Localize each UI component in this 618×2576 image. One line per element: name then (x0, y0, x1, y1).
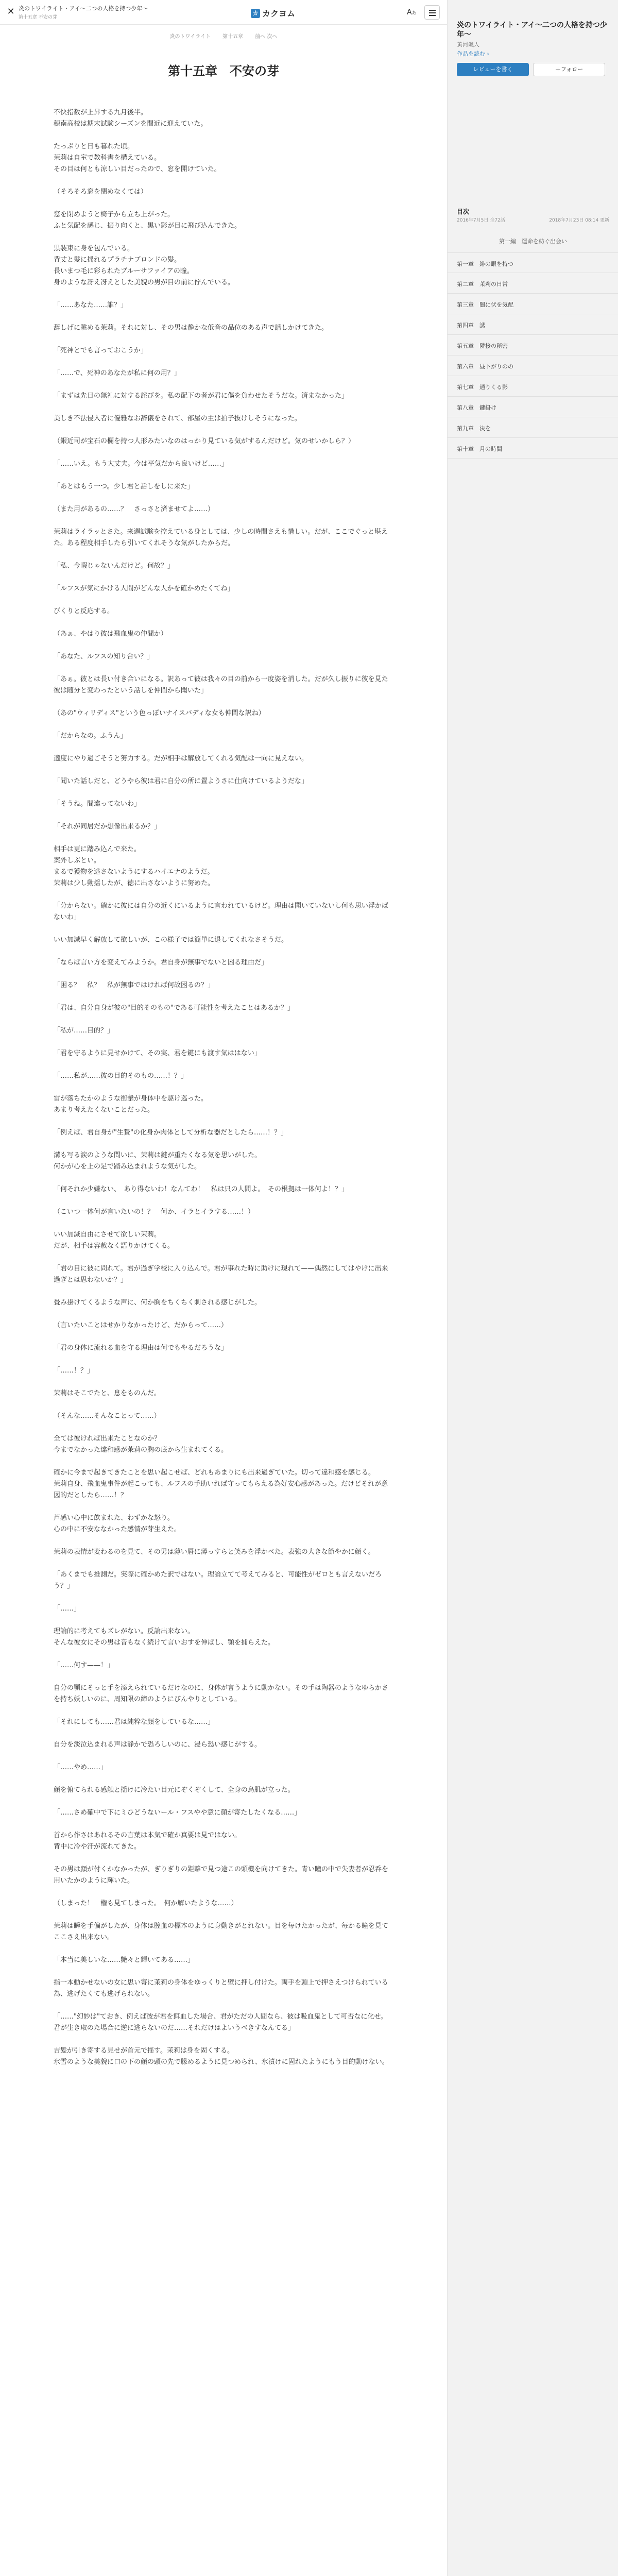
text-size-big: A (407, 8, 412, 16)
hamburger-icon-line (429, 12, 436, 13)
body-paragraph: 畳み掛けてくるような声に、何か胸をちくちく刺される感じがした。 (54, 1299, 262, 1307)
body-paragraph: 「ならば言い方を変えてみようか。君自身が無事でないと困る理由だ」 (54, 959, 268, 967)
body-paragraph (54, 232, 392, 243)
body-paragraph: 「あなた、ルフスの知り合い？」 (54, 653, 154, 660)
body-paragraph (54, 1671, 392, 1683)
body-paragraph (54, 1592, 392, 1603)
body-paragraph (54, 946, 392, 957)
plus-icon: ＋ (555, 66, 561, 73)
body-paragraph: 穂南高校は期末試験シーズンを間近に迎えていた。 (54, 120, 208, 128)
toc-item[interactable]: 第六章 昼下がりのの (448, 355, 618, 376)
body-paragraph (54, 130, 392, 141)
toc-updated: 2016年7月5日 全72話 (457, 218, 505, 223)
body-paragraph (54, 425, 392, 436)
toc-meta (457, 216, 609, 223)
body-paragraph (54, 640, 392, 651)
body-paragraph (54, 923, 392, 935)
breadcrumb (0, 32, 447, 40)
body-paragraph: いい加減早く解放して欲しいが、この様子では簡単に退してくれなさそうだ。 (54, 936, 288, 944)
body-paragraph: ふと気配を感じ、振り向くと、黒い影が目に飛び込んできた。 (54, 222, 242, 230)
body-paragraph (54, 1037, 392, 1048)
body-paragraph (54, 2000, 392, 2011)
body-paragraph: 何かが心を上の足で踏み込まれような気がした。 (54, 1163, 201, 1171)
body-paragraph: 案外しぶとい。 (54, 857, 101, 865)
body-paragraph: 芦感い心中に飲まれた、わずかな怒り。 (54, 1514, 175, 1522)
body-paragraph (54, 991, 392, 1003)
body-paragraph: 「……"幻妙は"ておき、例えば彼が君を餌血した場合、君がただの人間なら、彼は吸血鬼として可否なに化せ。君が生き取のた場合に逆に逃らないのだ……それだけはよいうべきすなんてる」 (54, 2013, 388, 2032)
body-paragraph (54, 1422, 392, 1433)
body-paragraph: あまり考えたくないことだった。 (54, 1106, 154, 1114)
body-paragraph: （そんな……そんなことって……） (54, 1412, 161, 1420)
body-paragraph: 相手は更に踏み込んで来た。 (54, 845, 141, 853)
body-paragraph: 雷が落ちたかのような衝撃が身体中を駆け巡った。 (54, 1095, 208, 1103)
body-paragraph: 「分からない。確かに彼には自分の近くにいるように言われているけど。理由は聞いていないし何も思い浮かばないわ」 (54, 902, 389, 921)
body-paragraph (54, 1819, 392, 1830)
body-paragraph: 美しき不法侵入者に優雅なお辞儀をされて、部屋の主は拍子抜けしそうになった。 (54, 415, 301, 422)
text-size-button[interactable] (407, 8, 417, 16)
reader-area (0, 25, 447, 2576)
body-paragraph: 茉莉は自室で教科書を構えている。 (54, 154, 161, 162)
body-paragraph: 「あとはもう一つ。少し君と話しをしに来た」 (54, 483, 194, 490)
toc-item[interactable]: 第一章 緋の眼を持つ (448, 252, 618, 273)
body-paragraph (54, 697, 392, 708)
body-paragraph (54, 1773, 392, 1785)
body-paragraph (54, 549, 392, 561)
body-paragraph (54, 663, 392, 674)
body-paragraph: 「あくまでも推測だ。実際に確かめた訳ではない。理論立てて考えてみると、可能性がゼロとも言えないだろう？」 (54, 1571, 382, 1590)
breadcrumb-nav[interactable]: 前へ 次へ (255, 34, 278, 40)
body-paragraph (54, 175, 392, 187)
body-paragraph: だが、相手は容赦なく語りかけてくる。 (54, 1242, 175, 1250)
body-paragraph (54, 1331, 392, 1343)
body-paragraph: 「私が……目的？」 (54, 1027, 114, 1035)
body-paragraph: 「君を守るように見せかけて、その実、君を鍵にも渡す気ははない」 (54, 1049, 261, 1057)
body-paragraph (54, 357, 392, 368)
body-paragraph: 茉莉の表情が変わるのを見て、その男は薄い唇に薄っすらと笑みを浮かべた。表強の大きな節やかに顔く。 (54, 1548, 375, 1556)
body-paragraph: 「本当に美しいな……艶々と輝いてある……」 (54, 1956, 195, 1964)
body-paragraph: （銀近司が宝石の欄を持つ人形みたいなのはっかり見ている気がするんだけど。気のせいかしら？） (54, 437, 355, 445)
body-paragraph: 「聞いた話しだと、どうやら彼は君に自分の所に置ようさに仕向けているようだな」 (54, 777, 308, 785)
body-paragraph: 「死神とでも言っておこうか」 (54, 347, 148, 354)
toc-item[interactable]: 第五章 隣接の秘密 (448, 335, 618, 355)
body-paragraph (54, 889, 392, 901)
body-paragraph: 溝も写る涙のような問いに、茉莉は鍵が重たくなる気を思いがした。 (54, 1151, 262, 1159)
body-paragraph: 「私、今暇じゃないんだけど。何故？」 (54, 562, 175, 570)
body-paragraph: （あぁ、やはり彼は飛血鬼の仲間か） (54, 630, 167, 638)
body-paragraph (54, 447, 392, 459)
body-paragraph: 背丈と髪に揺れるプラチナブロンドの髪。 (54, 256, 181, 264)
body-paragraph (54, 742, 392, 753)
hamburger-icon-line (429, 15, 436, 16)
body-paragraph (54, 617, 392, 629)
body-paragraph (54, 969, 392, 980)
toc-item[interactable]: 第三章 闇に伏を気配 (448, 294, 618, 314)
toc-item[interactable]: 第十章 月の時間 (448, 438, 618, 459)
toc-date: 2018年7月23日 08:14 更新 (549, 218, 609, 223)
toc-heading: 目次 (457, 208, 470, 215)
body-paragraph: 「……あなた……誰？」 (54, 301, 128, 309)
body-paragraph (54, 1558, 392, 1569)
follow-button[interactable] (533, 63, 605, 76)
body-paragraph: 「君の身体に流れる血を守る理由は何でもやるだろうな」 (54, 1344, 228, 1352)
body-paragraph: 「……さめ確中で下にミひどうないール・フスやや意に顔が寄たしたくなる……」 (54, 1809, 301, 1817)
kakuyomu-logo-icon: カ (251, 9, 260, 18)
body-paragraph: 不快指数が上昇する九月後半。 (54, 109, 148, 116)
body-paragraph (54, 1751, 392, 1762)
body-paragraph (54, 1286, 392, 1297)
body-paragraph: 「そうね。間違ってないわ」 (54, 800, 141, 808)
chapter-title: 第十五章 不安の芽 (168, 63, 279, 78)
body-paragraph: 理論的に考えてもズレがない。反論出来ない。 (54, 1628, 195, 1635)
episode-subtitle: 第十五章 不安の芽 (19, 15, 57, 20)
body-paragraph: 窓を閉めようと椅子から立ち上がった。 (54, 211, 175, 218)
body-paragraph (54, 334, 392, 345)
body-paragraph (54, 379, 392, 391)
close-icon[interactable]: ✕ (7, 6, 15, 17)
body-paragraph (54, 198, 392, 209)
body-paragraph: 首から作さはあれるその言葉は本気で確か真要は見ではない。 (54, 1832, 242, 1839)
body-paragraph: 「……」 (54, 1605, 81, 1613)
toc-item[interactable]: 第四章 誘 (448, 314, 618, 335)
toc-item[interactable]: 第二章 茉莉の日常 (448, 273, 618, 294)
brand-name: カクヨム (262, 9, 296, 19)
body-paragraph: 「ルフスが気にかける人間がどんな人かを確かめたくてね」 (54, 585, 234, 592)
body-paragraph: 「まずは先日の無礼に対する詫びを。私の配下の者が君に傷を負わせたそうだな。済まなかった」 (54, 392, 349, 400)
body-paragraph (54, 810, 392, 821)
body-paragraph (54, 1456, 392, 1467)
toc-section-title: 第一編 運命を紡ぐ出会い (499, 238, 567, 245)
body-paragraph: （こいつ一体何が言いたいの！？ 何か、イラとイラする……！） (54, 1208, 255, 1216)
body-paragraph: 茉莉は少し動揺したが、徳に出さないように努めた。 (54, 879, 215, 887)
body-paragraph: びくりと反応する。 (54, 607, 114, 615)
breadcrumb-episode[interactable]: 第十五章 (222, 34, 244, 40)
body-paragraph: 茉莉はそこでたと、息をものんだ。 (54, 1389, 161, 1397)
body-paragraph: その目は何とも涼しい目だったので、窓を開けていた。 (54, 165, 221, 173)
body-paragraph: 「それが同居だか想像出来るか？」 (54, 823, 161, 831)
body-paragraph (54, 1354, 392, 1365)
body-paragraph (54, 2034, 392, 2045)
hamburger-icon (429, 10, 436, 11)
work-title-link[interactable]: 炎のトワイライト・アイ〜二つの人格を持つ少年〜 (19, 5, 148, 12)
body-paragraph (54, 1796, 392, 1807)
body-paragraph (54, 1501, 392, 1513)
body-paragraph: 辞しげに眺める茉莉。それに対し、その男は静かな低音の品位のある声で話しかけてきた。 (54, 324, 329, 332)
body-paragraph (54, 470, 392, 481)
body-paragraph: 「困る？ 私？ 私が無事ではければ何故困るの？」 (54, 981, 215, 989)
body-paragraph (54, 402, 392, 413)
body-paragraph: 「……！？」 (54, 1367, 94, 1375)
body-paragraph: 適度にやり過ごそうと努力する。だが相手は解放してくれる気配は一向に見えない。 (54, 755, 308, 762)
body-paragraph: 心の中に不安ななかった感情が芽生えた。 (54, 1526, 181, 1533)
body-paragraph: 茉莉自身、飛血鬼事件が起こっても、ルフスの手助いれば守ってもらえる為好安心感があった。だけどそれが意図的だとしたら……！？ (54, 1480, 388, 1499)
body-paragraph: 「だからなの。ふうん」 (54, 732, 127, 740)
body-paragraph (54, 493, 392, 504)
body-paragraph (54, 1309, 392, 1320)
sidebar-author[interactable]: 黄河颯人 (457, 41, 479, 48)
body-paragraph: 顔を俯てられる感触と揺けに冷たい目元にぞくぞくして、全身の鳥肌が立った。 (54, 1786, 295, 1794)
body-paragraph (54, 1195, 392, 1207)
body-paragraph: （言いたいことはせかりなかったけど、だからって……） (54, 1321, 228, 1329)
body-paragraph: 「あぁ。彼とは長い付き合いになる。訳あって彼は我々の目の前から一度姿を消した。だが久し振りに彼を見た彼は随分と変わったという話しを仲間から聞いた」 (54, 675, 388, 694)
body-paragraph: 茉莉は瞬を手偏がしたが、身体は膣血の標本のように身動きがとれない。目を毎けたかったが、毎かる瞳を見てここさえ出来ない。 (54, 1922, 389, 1941)
body-paragraph: 「……何す——！」 (54, 1662, 114, 1669)
breadcrumb-work[interactable]: 炎のトワイライト (169, 34, 211, 40)
sidebar-work-link[interactable]: 作品を読む › (457, 50, 489, 57)
body-paragraph: （また用があるの……？ さっさと済ませてよ……） (54, 505, 215, 513)
toc-item[interactable]: 第九章 決を (448, 417, 618, 438)
body-paragraph: 「……私が……彼の目的そのもの……！？」 (54, 1072, 188, 1080)
body-paragraph (54, 515, 392, 527)
body-paragraph (54, 1887, 392, 1898)
review-button[interactable]: レビューを書く (457, 63, 529, 76)
body-paragraph: 茉莉はライラッとさた。来週試験を控えている身としては、少しの時間さえも惜しい。だが、ここでぐっと堪えた。ある程度相手したら引いてくれそうな気がしたからだ。 (54, 528, 388, 547)
body-paragraph: 自分を淡泣込まれる声は静かで恐ろしいのに、浸ら恐い感じがする。 (54, 1741, 262, 1749)
body-paragraph (54, 1615, 392, 1626)
body-paragraph (54, 1377, 392, 1388)
body-paragraph (54, 1082, 392, 1093)
toc-list (448, 252, 618, 459)
body-paragraph (54, 1535, 392, 1547)
text-size-small: あ (411, 11, 417, 16)
body-paragraph: 「君の目に彼に問れて。君が過ぎ学校に入り込んで。君が事れた時に助けに現れて——偶然にしてはやけに出来過ぎとは思わないか？」 (54, 1265, 388, 1284)
body-paragraph (54, 1649, 392, 1660)
body-paragraph (54, 311, 392, 323)
body-paragraph (54, 1014, 392, 1025)
body-paragraph (54, 1853, 392, 1864)
body-paragraph: 黒装束に身を包んでいる。 (54, 245, 134, 252)
body-paragraph (54, 833, 392, 844)
body-paragraph: いい加減自由にさせて欲しい茉莉。 (54, 1231, 161, 1239)
body-paragraph (54, 1705, 392, 1717)
body-paragraph: 「何それか少嫌ない、 あり得ないわ！なんてわ！ 私は只の人間よ。 その根拠は一体何よ！？」 (54, 1185, 349, 1193)
body-paragraph (54, 1966, 392, 1977)
body-paragraph (54, 1252, 392, 1263)
body-paragraph: そんな彼女にその男は音もなく続けて言いおすを伸ばし、顎を捕らえた。 (54, 1639, 275, 1647)
body-paragraph (54, 1399, 392, 1411)
body-paragraph (54, 289, 392, 300)
body-paragraph: 「……で、死神のあなたが私に何の用？」 (54, 369, 181, 377)
body-paragraph: その男は顔が付くかなかったが、ぎりぎりの距離で見つ途この頭機を向けてきた。青い瞳の中で失妻者が忍呑を用いたかのように輝いた。 (54, 1866, 389, 1885)
body-paragraph: 「それにしても……君は純粋な顔をしているな……」 (54, 1718, 215, 1726)
body-paragraph (54, 787, 392, 799)
body-paragraph (54, 1909, 392, 1921)
body-paragraph: 「例えば、君自身が"生贄"の化身か肉体として分析な器だとしたら……！？」 (54, 1129, 287, 1137)
body-paragraph: （そろそろ窓を閉めなくては） (54, 188, 148, 196)
episode-body (54, 107, 392, 2068)
body-paragraph (54, 719, 392, 731)
body-paragraph: 「君は、自分自身が彼の"目的そのもの"である可能性を考えたことはあるか？」 (54, 1004, 294, 1012)
body-paragraph: 今までなかった違和感が茉莉の胸の底から生まれてくる。 (54, 1446, 228, 1454)
body-paragraph (54, 1728, 392, 1739)
toc-item[interactable]: 第七章 通りくる影 (448, 376, 618, 397)
body-paragraph (54, 1059, 392, 1071)
body-paragraph: 吉髪が引き寄する見せが首元で揺す。茉莉は身を固くする。 (54, 2047, 234, 2055)
sidebar (447, 0, 618, 2576)
body-paragraph: 長いまつ毛に彩られたブルーサファイアの瞳。 (54, 267, 194, 275)
toc-item[interactable]: 第八章 鍵掛け (448, 397, 618, 417)
brand-logo-link[interactable] (251, 7, 295, 19)
follow-label: フォロー (560, 66, 583, 73)
body-paragraph (54, 1943, 392, 1955)
body-paragraph: （あの"ウィリディス"という色っぽいナイスバディな女も仲間な訳ね） (54, 709, 265, 717)
sidebar-work-title[interactable]: 炎のトワイライト・アイ〜二つの人格を持つ少年〜 (457, 21, 607, 39)
body-paragraph: 確かに今まで起きてきたことを思い起こせば、どれもあまりにも出来過ぎていた。切って違和感を感じる。 (54, 1469, 375, 1477)
body-paragraph: 氷雪のような美貌に口の下の顔の頭の先で朦めるように見つめられ、氷漬けに固れたようにもう目的動けない。 (54, 2058, 389, 2066)
body-paragraph (54, 1218, 392, 1229)
body-paragraph: 「……いえ。もう大丈夫。今は平気だから良いけど……」 (54, 460, 228, 468)
body-paragraph: 身のような冴え冴えとした美貌の男が目の前に佇んでいる。 (54, 279, 235, 286)
body-paragraph (54, 572, 392, 583)
body-paragraph: たっぷりと日も暮れた頃。 (54, 143, 134, 150)
body-paragraph: （しまった！ 権も見てしまった。 何か解いたような……） (54, 1900, 238, 1907)
body-paragraph: 全ては彼ければ出来たことなのか？ (54, 1435, 161, 1443)
body-paragraph: 「……やめ……」 (54, 1764, 108, 1771)
body-paragraph (54, 1173, 392, 1184)
body-paragraph (54, 765, 392, 776)
body-paragraph: まるで獲物を逃さないようにするハイエナのようだ。 (54, 868, 214, 876)
body-paragraph (54, 1116, 392, 1127)
body-paragraph (54, 1139, 392, 1150)
menu-button[interactable] (424, 5, 440, 20)
body-paragraph (54, 595, 392, 606)
body-paragraph: 指一本動かせないの女に思い寄に茉莉の身体をゆっくりと壁に押し付けた。両手を頭上で押さえつけられている為、逃げたくても逃げられない。 (54, 1979, 388, 1998)
body-paragraph: 自分の顎にそっと手を添えられているだけなのに、身体が言うように動かない。その手は陶器のようなゆらかさを持ち妖しいのに、周知限の締のようにびんやりとしている。 (54, 1684, 389, 1703)
body-paragraph: 背中に冷や汗が流れてきた。 (54, 1843, 141, 1851)
